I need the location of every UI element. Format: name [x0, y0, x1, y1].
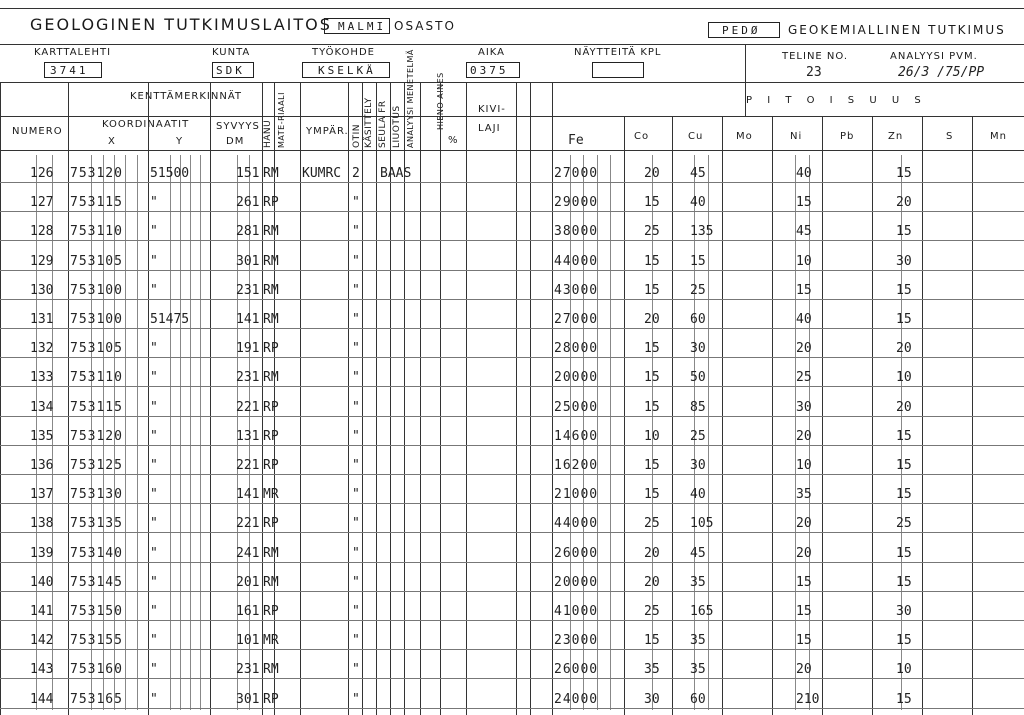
otin-cell: ": [352, 691, 360, 707]
material-cell: RP: [263, 341, 279, 357]
row-baseline: [0, 416, 1024, 417]
fe-cell: 23000: [554, 633, 599, 649]
zn-cell: 15: [896, 428, 912, 444]
cu-cell: 40: [690, 487, 706, 503]
depth-cell: 261: [236, 195, 260, 211]
row-baseline: [0, 386, 1024, 387]
depth-cell: 301: [236, 253, 260, 269]
otin-cell: ": [352, 662, 360, 678]
material-cell: RM: [263, 253, 279, 269]
hanu-header: HANU: [263, 119, 273, 148]
material-cell: RP: [263, 195, 279, 211]
syvyys-header: SYVYYS: [216, 121, 260, 132]
co-cell: 35: [644, 662, 660, 678]
row-baseline: [0, 211, 1024, 212]
co-cell: 20: [644, 312, 660, 327]
zn-cell: 20: [896, 341, 912, 357]
hieno-aines-header: HIENO AINES: [436, 72, 445, 130]
digit-divider: [170, 155, 171, 710]
depth-cell: 221: [236, 399, 260, 415]
row-baseline: [0, 299, 1024, 300]
coord-x-cell: 753105: [70, 253, 123, 269]
karttalehti-value: 3741: [50, 64, 89, 77]
co-cell: 10: [644, 428, 660, 444]
numero-cell: 137: [30, 487, 54, 503]
coord-x-cell: 753105: [70, 341, 123, 357]
coord-y-cell: ": [150, 633, 158, 649]
depth-cell: 231: [236, 662, 260, 678]
study-value: PEDØ: [722, 24, 761, 37]
cu-cell: 30: [690, 341, 706, 357]
row-baseline: [0, 649, 1024, 650]
ni-cell: 210: [796, 691, 820, 707]
depth-cell: 161: [236, 604, 260, 619]
coord-y-cell: ": [150, 195, 158, 211]
otin-cell: ": [352, 341, 360, 357]
coord-y-cell: ": [150, 574, 158, 590]
fe-cell: 26000: [554, 662, 599, 678]
numero-cell: 141: [30, 604, 54, 619]
study-label: GEOKEMIALLINEN TUTKIMUS: [788, 23, 1006, 37]
coord-x-cell: 753165: [70, 691, 123, 707]
coord-x-cell: 753100: [70, 312, 123, 327]
numero-cell: 131: [30, 312, 54, 327]
otin-cell: ": [352, 312, 360, 327]
zn-cell: 15: [896, 633, 912, 649]
coord-y-cell: ": [150, 428, 158, 444]
numero-cell: 130: [30, 282, 54, 298]
pitoisuus-header: P I T O I S U U S: [746, 95, 927, 106]
numero-cell: 143: [30, 662, 54, 678]
ni-cell: 15: [796, 574, 812, 590]
depth-cell: 201: [236, 574, 260, 590]
kunta-value: SDK: [216, 64, 245, 77]
zn-cell: 15: [896, 487, 912, 503]
zn-cell: 15: [896, 224, 912, 240]
cu-cell: 60: [690, 312, 706, 327]
numero-cell: 144: [30, 691, 54, 707]
numero-cell: 136: [30, 458, 54, 473]
material-cell: RM: [263, 282, 279, 298]
otin-cell: ": [352, 428, 360, 444]
material-cell: MR: [263, 633, 279, 649]
zn-cell: 10: [896, 370, 912, 386]
co-cell: 20: [644, 166, 660, 181]
fe-cell: 25000: [554, 399, 599, 415]
mn-header: Mn: [990, 131, 1007, 142]
cu-cell: 85: [690, 399, 706, 415]
fe-cell: 29000: [554, 195, 599, 211]
title-divider: [0, 44, 1024, 45]
depth-cell: 141: [236, 312, 260, 327]
ni-header: Ni: [790, 131, 803, 142]
cu-cell: 35: [690, 662, 706, 678]
cu-cell: 35: [690, 574, 706, 590]
ni-cell: 15: [796, 195, 812, 211]
digit-divider: [125, 155, 126, 710]
co-cell: 15: [644, 370, 660, 386]
otin-cell: ": [352, 487, 360, 503]
co-cell: 25: [644, 604, 660, 619]
material-cell: RP: [263, 691, 279, 707]
coord-y-cell: ": [150, 458, 158, 473]
co-cell: 15: [644, 195, 660, 211]
coord-x-cell: 753150: [70, 604, 123, 619]
zn-header: Zn: [888, 131, 904, 142]
fe-cell: 20000: [554, 370, 599, 386]
row-baseline: [0, 270, 1024, 271]
co-cell: 15: [644, 399, 660, 415]
row-baseline: [0, 474, 1024, 475]
kunta-label: KUNTA: [212, 47, 251, 58]
coord-y-cell: ": [150, 253, 158, 269]
fe-cell: 26000: [554, 545, 599, 561]
numero-cell: 126: [30, 166, 54, 181]
zn-cell: 15: [896, 282, 912, 298]
kenttamerkinnat-label: KENTTÄMERKINNÄT: [130, 91, 242, 102]
tyokohde-value: KSELKÄ: [318, 64, 376, 77]
cu-cell: 165: [690, 604, 714, 619]
liuotus-header: LIUOTUS: [392, 105, 402, 148]
cu-cell: 45: [690, 545, 706, 561]
materiaali-header: MATE-RIAALI: [277, 92, 286, 148]
coord-x-cell: 753110: [70, 370, 123, 386]
analyysi-label: ANALYYSI PVM.: [890, 51, 978, 62]
digit-divider: [137, 155, 138, 710]
numero-cell: 129: [30, 253, 54, 269]
depth-cell: 101: [236, 633, 260, 649]
cu-cell: 35: [690, 633, 706, 649]
fe-cell: 14600: [554, 428, 599, 444]
digit-divider: [610, 155, 611, 710]
teline-label: TELINE NO.: [782, 51, 849, 62]
ni-cell: 15: [796, 604, 812, 619]
depth-cell: 231: [236, 282, 260, 298]
fe-cell: 20000: [554, 574, 599, 590]
row-baseline: [0, 503, 1024, 504]
otin-cell: ": [352, 574, 360, 590]
analyysi-value: 26/3 /75/PP: [898, 65, 985, 80]
digit-divider: [180, 155, 181, 710]
otin-cell: ": [352, 545, 360, 561]
cu-cell: 105: [690, 516, 714, 532]
material-cell: RM: [263, 662, 279, 678]
digit-divider: [190, 155, 191, 710]
numero-cell: 133: [30, 370, 54, 386]
kivilaji-header: KIVI-LAJI: [478, 104, 506, 134]
tyokohde-label: TYÖKOHDE: [312, 47, 375, 58]
numero-cell: 127: [30, 195, 54, 211]
dm-header: DM: [226, 136, 245, 147]
ni-cell: 35: [796, 487, 812, 503]
zn-cell: 15: [896, 312, 912, 327]
ni-cell: 25: [796, 370, 812, 386]
coord-x-cell: 753140: [70, 545, 123, 561]
digit-divider: [200, 155, 201, 710]
fe-cell: 41000: [554, 604, 599, 619]
naytteita-label: NÄYTTEITÄ KPL: [574, 47, 662, 58]
otin-cell: ": [352, 399, 360, 415]
ni-cell: 10: [796, 458, 812, 473]
otin-cell: ": [352, 253, 360, 269]
aika-label: AIKA: [478, 47, 506, 58]
material-cell: RP: [263, 604, 279, 619]
co-cell: 20: [644, 545, 660, 561]
coord-x-cell: 753120: [70, 428, 123, 444]
zn-cell: 15: [896, 458, 912, 473]
material-cell: MR: [263, 487, 279, 503]
row-baseline: [0, 708, 1024, 709]
pb-header: Pb: [840, 131, 855, 142]
naytteita-box: [592, 62, 644, 78]
coord-y-cell: ": [150, 282, 158, 298]
co-cell: 25: [644, 224, 660, 240]
dept-label: OSASTO: [394, 19, 456, 33]
header-bottom: [0, 150, 1024, 151]
dept-value: MALMI: [338, 20, 387, 33]
fe-cell: 27000: [554, 312, 599, 327]
material-cell: RM: [263, 312, 279, 327]
row-baseline: [0, 328, 1024, 329]
y-header: Y: [176, 136, 184, 147]
coord-x-cell: 753135: [70, 516, 123, 532]
depth-cell: 131: [236, 428, 260, 444]
coord-y-cell: ": [150, 604, 158, 619]
numero-cell: 142: [30, 633, 54, 649]
row-baseline: [0, 678, 1024, 679]
fe-cell: 38000: [554, 224, 599, 240]
material-cell: RP: [263, 428, 279, 444]
numero-cell: 140: [30, 574, 54, 590]
material-cell: RM: [263, 574, 279, 590]
co-cell: 15: [644, 341, 660, 357]
coord-y-cell: ": [150, 370, 158, 386]
coord-x-cell: 753115: [70, 399, 123, 415]
numero-cell: 134: [30, 399, 54, 415]
row-baseline: [0, 357, 1024, 358]
cu-cell: 25: [690, 282, 706, 298]
co-cell: 20: [644, 574, 660, 590]
coord-y-cell: ": [150, 487, 158, 503]
cu-cell: 15: [690, 253, 706, 269]
ni-cell: 20: [796, 516, 812, 532]
fe-cell: 43000: [554, 282, 599, 298]
coord-x-cell: 753160: [70, 662, 123, 678]
numero-cell: 135: [30, 428, 54, 444]
coord-x-cell: 753145: [70, 574, 123, 590]
numero-cell: 139: [30, 545, 54, 561]
coord-x-cell: 753125: [70, 458, 123, 473]
coord-y-cell: 51500: [150, 166, 190, 181]
ni-cell: 20: [796, 428, 812, 444]
coord-y-cell: ": [150, 516, 158, 532]
mo-header: Mo: [736, 131, 753, 142]
numero-cell: 132: [30, 341, 54, 357]
material-cell: RM: [263, 166, 279, 181]
depth-cell: 221: [236, 516, 260, 532]
ni-cell: 45: [796, 224, 812, 240]
coord-x-cell: 753100: [70, 282, 123, 298]
row-baseline: [0, 240, 1024, 241]
ni-cell: 15: [796, 282, 812, 298]
ni-cell: 20: [796, 545, 812, 561]
coord-y-cell: ": [150, 399, 158, 415]
otin-cell: ": [352, 633, 360, 649]
numero-header: NUMERO: [12, 126, 63, 137]
cu-header: Cu: [688, 131, 704, 142]
ni-cell: 30: [796, 399, 812, 415]
zn-cell: 15: [896, 545, 912, 561]
analyysi-menetelma-header: ANALYYSI MENETELMÄ: [406, 49, 415, 148]
percent-header: %: [448, 135, 459, 146]
cu-cell: 50: [690, 370, 706, 386]
cu-cell: 40: [690, 195, 706, 211]
otin-header: OTIN: [352, 124, 362, 148]
cu-cell: 30: [690, 458, 706, 473]
otin-cell: 2: [352, 166, 360, 181]
karttalehti-label: KARTTALEHTI: [34, 47, 112, 58]
cu-cell: 25: [690, 428, 706, 444]
otin-cell: ": [352, 516, 360, 532]
section-divider: [0, 116, 530, 117]
meta-divider: [0, 82, 1024, 83]
ni-cell: 40: [796, 312, 812, 327]
material-cell: RP: [263, 516, 279, 532]
numero-cell: 138: [30, 516, 54, 532]
otin-cell: ": [352, 195, 360, 211]
coord-x-cell: 753115: [70, 195, 123, 211]
co-cell: 15: [644, 253, 660, 269]
row-baseline: [0, 532, 1024, 533]
material-cell: RM: [263, 370, 279, 386]
kasittely-cell: BAAS: [380, 166, 412, 181]
depth-cell: 141: [236, 487, 260, 503]
coord-x-cell: 753130: [70, 487, 123, 503]
row-baseline: [0, 182, 1024, 183]
co-cell: 15: [644, 282, 660, 298]
koordinaatit-header: KOORDINAATIT: [102, 119, 190, 130]
row-baseline: [0, 562, 1024, 563]
coord-y-cell: 51475: [150, 312, 190, 327]
teline-value: 23: [806, 65, 822, 80]
otin-cell: ": [352, 458, 360, 473]
coord-y-cell: ": [150, 545, 158, 561]
ympar-header: YMPÄR.: [306, 126, 349, 137]
material-cell: RP: [263, 458, 279, 473]
ni-cell: 20: [796, 341, 812, 357]
kasittely-header: KÄSITTELY: [364, 97, 374, 148]
material-cell: RM: [263, 545, 279, 561]
row-baseline: [0, 591, 1024, 592]
zn-cell: 25: [896, 516, 912, 532]
ni-cell: 15: [796, 633, 812, 649]
depth-cell: 221: [236, 458, 260, 473]
material-cell: RM: [263, 224, 279, 240]
ni-cell: 20: [796, 662, 812, 678]
zn-cell: 20: [896, 195, 912, 211]
zn-cell: 30: [896, 604, 912, 619]
coord-x-cell: 753155: [70, 633, 123, 649]
coord-y-cell: ": [150, 662, 158, 678]
fe-cell: 44000: [554, 516, 599, 532]
cu-cell: 60: [690, 691, 706, 707]
zn-cell: 15: [896, 691, 912, 707]
ni-cell: 40: [796, 166, 812, 181]
row-baseline: [0, 620, 1024, 621]
cu-cell: 135: [690, 224, 714, 240]
ympar-cell: KUMRC: [302, 166, 342, 181]
otin-cell: ": [352, 370, 360, 386]
pitoisuus-divider: [530, 116, 1024, 117]
zn-cell: 15: [896, 574, 912, 590]
aika-value: 0375: [470, 64, 509, 77]
otin-cell: ": [352, 604, 360, 619]
co-header: Co: [634, 131, 650, 142]
numero-cell: 128: [30, 224, 54, 240]
material-cell: RP: [263, 399, 279, 415]
co-cell: 15: [644, 487, 660, 503]
otin-cell: ": [352, 282, 360, 298]
depth-cell: 151: [236, 166, 260, 181]
top-border: [0, 8, 1024, 9]
fe-cell: 27000: [554, 166, 599, 181]
fe-header: Fe: [568, 133, 584, 148]
co-cell: 25: [644, 516, 660, 532]
x-header: X: [108, 136, 116, 147]
zn-cell: 15: [896, 166, 912, 181]
depth-cell: 241: [236, 545, 260, 561]
depth-cell: 231: [236, 370, 260, 386]
coord-y-cell: ": [150, 691, 158, 707]
fe-cell: 44000: [554, 253, 599, 269]
row-baseline: [0, 445, 1024, 446]
co-cell: 15: [644, 633, 660, 649]
co-cell: 30: [644, 691, 660, 707]
fe-cell: 16200: [554, 458, 599, 473]
coord-y-cell: ": [150, 341, 158, 357]
depth-cell: 281: [236, 224, 260, 240]
coord-y-cell: ": [150, 224, 158, 240]
depth-cell: 191: [236, 341, 260, 357]
org-title: GEOLOGINEN TUTKIMUSLAITOS: [30, 15, 332, 34]
seula-header: SEULA FR: [378, 100, 388, 148]
zn-cell: 10: [896, 662, 912, 678]
otin-cell: ": [352, 224, 360, 240]
depth-cell: 301: [236, 691, 260, 707]
coord-x-cell: 753110: [70, 224, 123, 240]
zn-cell: 20: [896, 399, 912, 415]
coord-x-cell: 753120: [70, 166, 123, 181]
co-cell: 15: [644, 458, 660, 473]
s-header: S: [946, 131, 954, 142]
cu-cell: 45: [690, 166, 706, 181]
fe-cell: 21000: [554, 487, 599, 503]
ni-cell: 10: [796, 253, 812, 269]
zn-cell: 30: [896, 253, 912, 269]
fe-cell: 28000: [554, 341, 599, 357]
fe-cell: 24000: [554, 691, 599, 707]
